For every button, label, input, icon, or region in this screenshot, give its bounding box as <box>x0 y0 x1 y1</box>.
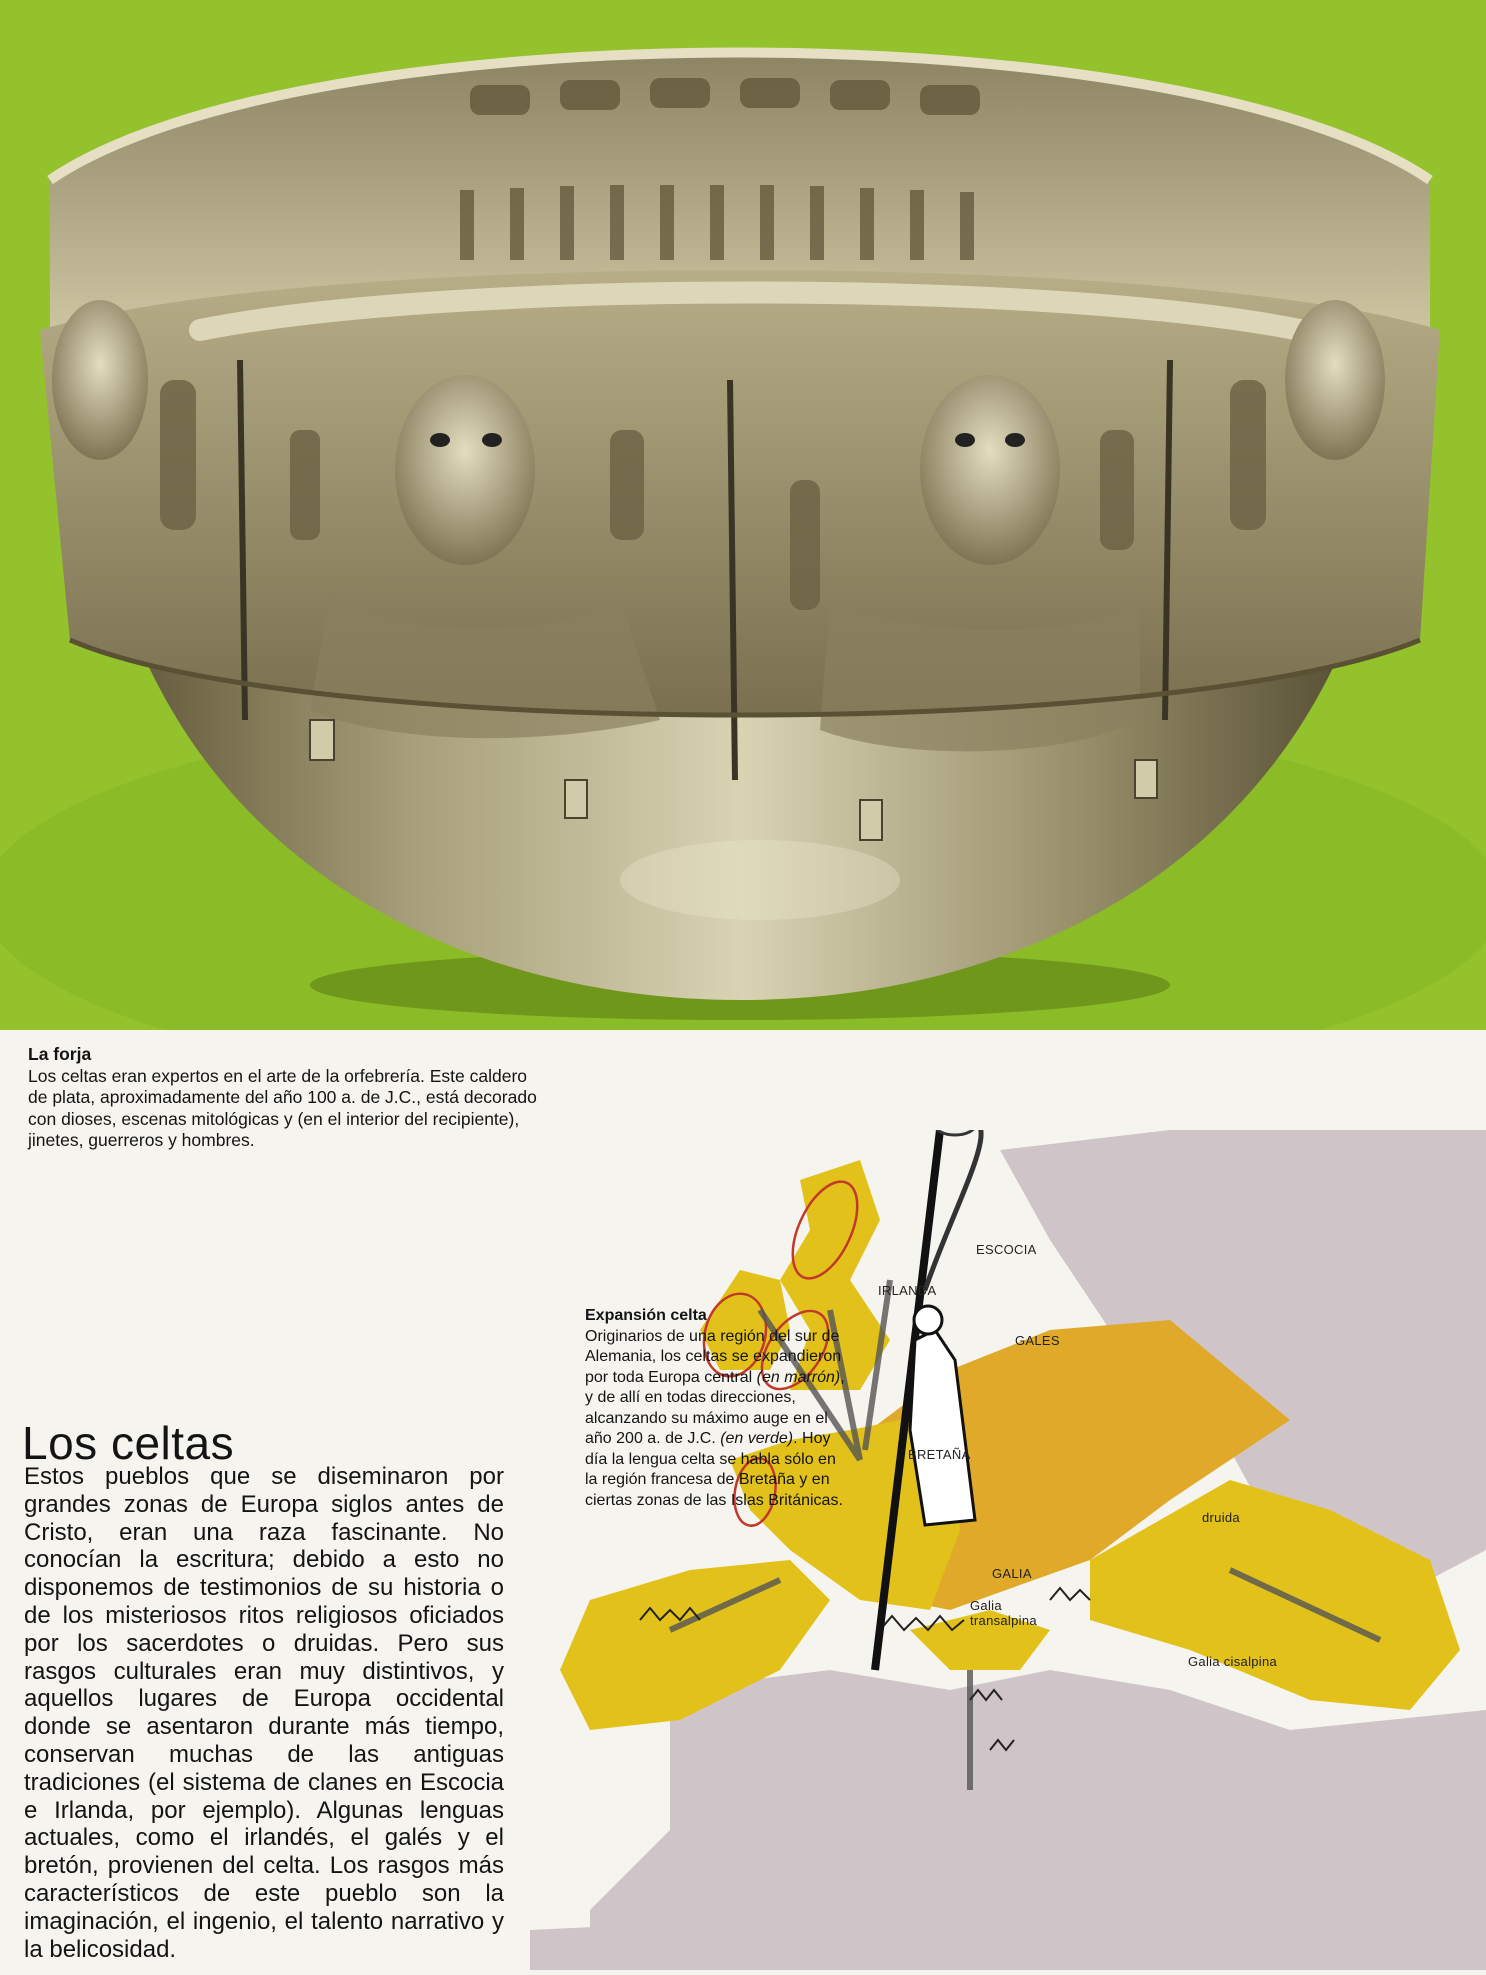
label-escocia: ESCOCIA <box>976 1242 1037 1257</box>
mountains-carpathians <box>1050 1588 1090 1600</box>
label-irlanda: IRLANDA <box>878 1283 937 1298</box>
label-galia-cisalpina: Galia cisalpina <box>1188 1654 1278 1669</box>
map-legend <box>585 1306 845 1511</box>
label-gales: GALES <box>1015 1333 1060 1348</box>
caption-title: La forja <box>28 1044 92 1064</box>
label-druida: druida <box>1202 1510 1240 1525</box>
legend-text-1: Originarios de una región del sur de Alemania, los celtas se expandieron por toda Europa central <box>585 1327 842 1386</box>
photo-caption <box>28 1044 548 1152</box>
label-bretana: BRETAÑA <box>908 1447 971 1462</box>
article-title: Los celtas <box>22 1416 235 1469</box>
label-galia: GALIA <box>992 1566 1032 1581</box>
celtic-expansion-map <box>530 1130 1486 1970</box>
legend-text-3: . Hoy día la lengua celta se habla sólo en la región francesa de Bretaña y en ciertas zonas de las Islas Británicas. <box>585 1430 843 1509</box>
article-body: Estos pueblos que se diseminaron por grandes zonas de Europa siglos antes de Cristo, eran una raza fascinante. No conocían la escritura; debido a esto no disponemos de testimonios de su historia o de los misteriosos ritos religiosos oficiados por los sacerdotes o druidas. Pero sus rasgos culturales eran muy distintivos, y aquellos lugares de Europa occidental donde se asentaron durante más tiempo, conservan muchas de las antiguas tradiciones (el sistema de clanes en Escocia e Irlanda, por ejemplo). Algunas lenguas actuales, como el irlandés, el galés y el bretón, provienen del celta. Los rasgos más característicos de este pueblo son la imaginación, el ingenio, el talento narrativo y la belicosidad. <box>24 1463 504 1963</box>
druid-head <box>914 1306 942 1334</box>
legend-brown: (en marrón) <box>756 1368 841 1386</box>
legend-title: Expansión celta <box>585 1307 707 1324</box>
legend-text-2: , y de allí en todas direcciones, alcanzando su máximo auge en el año 200 a. de J.C. <box>585 1368 845 1447</box>
caption-text: Los celtas eran expertos en el arte de la orfebrería. Este caldero de plata, aproximadamente del año 100 a. de J.C., está decorado con dioses, escenas mitológicas y (en el interior del recipiente), jinetes, guerreros y hombres. <box>28 1065 537 1150</box>
legend-green: (en verde) <box>720 1430 794 1447</box>
label-galia-transalpina-2: transalpina <box>970 1613 1037 1628</box>
label-galia-transalpina-1: Galia <box>970 1598 1002 1613</box>
